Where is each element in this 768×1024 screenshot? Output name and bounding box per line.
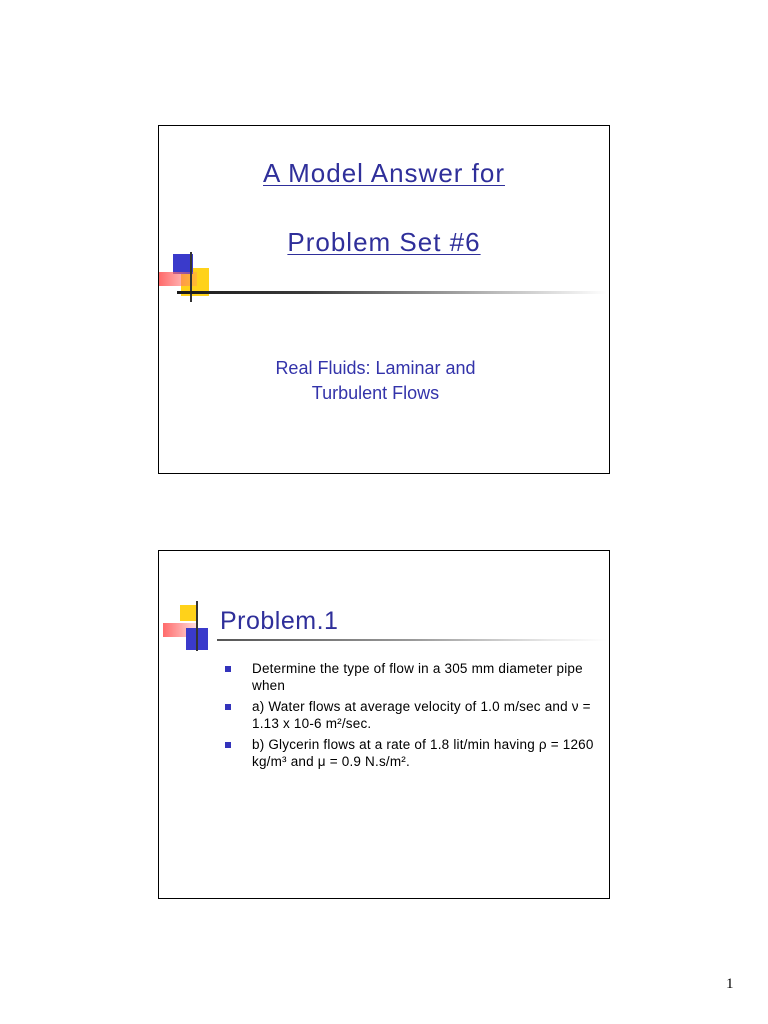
bullet-square-icon xyxy=(225,704,231,710)
list-item xyxy=(225,736,605,770)
list-item xyxy=(225,660,605,694)
title-line-1: A Model Answer for xyxy=(263,158,505,188)
slide-logo-icon xyxy=(159,601,219,656)
bullet-list xyxy=(225,660,605,774)
bullet-text: Determine the type of flow in a 305 mm diameter pipe when xyxy=(252,661,583,693)
subtitle-line-2: Turbulent Flows xyxy=(311,383,440,403)
bullet-square-icon xyxy=(225,742,231,748)
page-number: 1 xyxy=(726,976,734,992)
slide-logo-icon xyxy=(159,246,219,306)
title-slide xyxy=(158,125,610,474)
bullet-text: a) Water flows at average velocity of 1.0 m/sec and ν = 1.13 x 10-6 m²/sec. xyxy=(252,699,591,731)
subtitle-line-1: Real Fluids: Laminar and xyxy=(275,358,476,378)
bullet-square-icon xyxy=(225,666,231,672)
list-item xyxy=(225,698,605,732)
heading-divider xyxy=(217,639,607,641)
title-divider xyxy=(177,291,607,294)
bullet-text: b) Glycerin flows at a rate of 1.8 lit/min having ρ = 1260 kg/m³ and μ = 0.9 N.s/m². xyxy=(252,737,594,769)
title-line-2: Problem Set #6 xyxy=(287,227,481,257)
slide-heading: Problem.1 xyxy=(220,607,339,635)
problem-slide xyxy=(158,550,610,899)
